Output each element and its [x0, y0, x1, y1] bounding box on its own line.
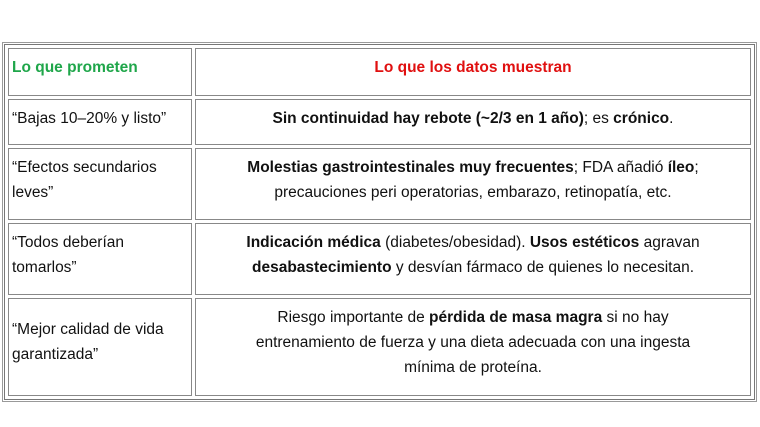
header-row [8, 48, 751, 96]
table-row [8, 99, 751, 145]
text: (diabetes/obesidad). [380, 234, 530, 251]
table-row [8, 298, 751, 396]
evidence-cell [195, 223, 751, 295]
bold-text: Molestias gastrointestinales muy frecuentes [247, 159, 574, 176]
bold-text: crónico [613, 110, 670, 127]
evidence-cell [195, 99, 751, 145]
bold-text: íleo [667, 159, 695, 176]
bold-text: Indicación médica [246, 234, 381, 251]
table-row [8, 223, 751, 295]
evidence-cell [195, 148, 751, 220]
bold-text: desabastecimiento [252, 259, 392, 276]
bold-text: Sin continuidad hay rebote (~2/3 en 1 año) [272, 110, 584, 127]
text: . [669, 110, 674, 127]
text: agravan [639, 234, 700, 251]
text: y desvían fármaco de quienes lo necesitan. [391, 259, 694, 276]
text: si no hay entrenamiento de fuerza y una dieta adecuada con una ingesta mínima de proteína. [255, 309, 691, 376]
text: ; es [583, 110, 614, 127]
text: precauciones peri operatorias, embarazo, retinopatía, etc. [274, 184, 672, 201]
bold-text: Usos estéticos [529, 234, 640, 251]
claim-cell: “Efectos secundarios leves” [8, 148, 192, 220]
text: Riesgo importante de [277, 309, 430, 326]
claim-cell: “Mejor calidad de vida garantizada” [8, 298, 192, 396]
bold-text: pérdida de masa magra [429, 309, 603, 326]
text: ; [694, 159, 699, 176]
table-row [8, 148, 751, 220]
comparison-table [4, 44, 755, 400]
header-promises: Lo que prometen [8, 48, 192, 96]
evidence-cell [195, 298, 751, 396]
header-data-shows: Lo que los datos muestran [195, 48, 751, 96]
claim-cell: “Todos deberían tomarlos” [8, 223, 192, 295]
text: ; FDA añadió [573, 159, 668, 176]
claim-cell: “Bajas 10–20% y listo” [8, 99, 192, 145]
